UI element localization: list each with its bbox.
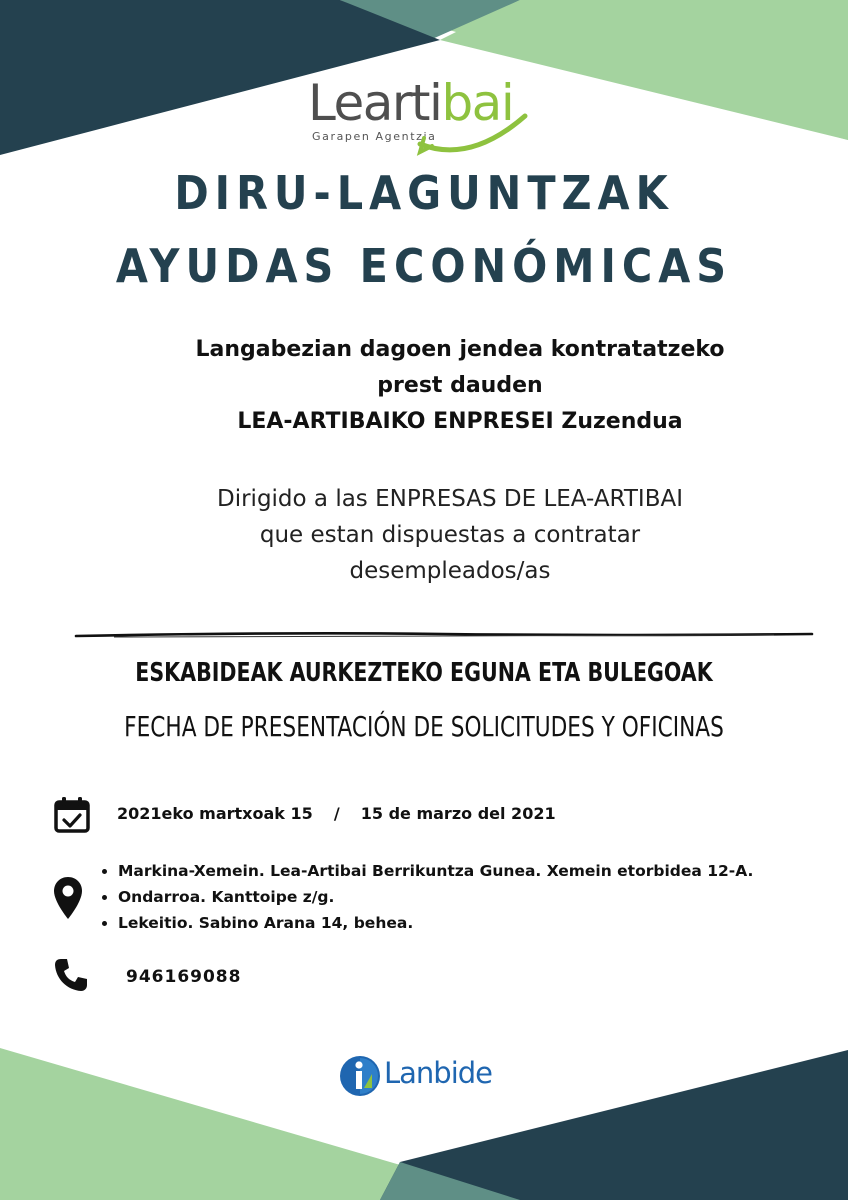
section-heading-basque: ESKABIDEAK AURKEZTEKO EGUNA ETA BULEGOAK: [135, 658, 713, 688]
lanbide-logo-icon: [338, 1054, 382, 1098]
office-item: • Markina-Xemein. Lea-Artibai Berrikuntza Gunea. Xemein etorbidea 12-A.: [118, 858, 753, 884]
phone-icon: [53, 957, 89, 993]
office-item: • Lekeitio. Sabino Arana 14, behea.: [118, 910, 753, 936]
calendar-check-icon: [52, 796, 92, 834]
logo-wordmark: Leartibai: [308, 74, 514, 132]
basque-line-1: Langabezian dagoen jendea kontratatzeko: [195, 337, 725, 362]
logo-tagline: Garapen Agentzia: [312, 130, 437, 143]
date-basque: 2021eko martxoak 15: [117, 804, 313, 823]
basque-description: [110, 332, 810, 440]
location-pin-icon: [53, 876, 83, 920]
office-list: [100, 858, 753, 936]
spanish-description: [100, 481, 800, 589]
basque-line-2: prest dauden: [377, 373, 543, 398]
lanbide-logo: [338, 1052, 508, 1100]
lanbide-wordmark: Lanbide: [384, 1056, 493, 1090]
spanish-line-3: desempleados/as: [349, 558, 551, 584]
leartibai-logo: [300, 76, 540, 166]
section-heading-spanish: FECHA DE PRESENTACIÓN DE SOLICITUDES Y OFICINAS: [124, 710, 724, 743]
phone-number: 946169088: [126, 967, 242, 987]
divider-line: [74, 628, 814, 642]
application-date: [117, 804, 556, 823]
date-spanish: 15 de marzo del 2021: [360, 804, 556, 823]
smile-swoosh-icon: [410, 104, 530, 164]
title-basque: DIRU-LAGUNTZAK: [174, 166, 674, 220]
title-spanish: AYUDAS ECONÓMICAS: [115, 239, 733, 293]
basque-line-3: LEA-ARTIBAIKO ENPRESEI Zuzendua: [237, 409, 683, 434]
spanish-line-2: que estan dispuestas a contratar: [259, 522, 641, 548]
office-item: • Ondarroa. Kanttoipe z/g.: [118, 884, 753, 910]
date-separator: /: [333, 804, 340, 823]
spanish-line-1: Dirigido a las ENPRESAS DE LEA-ARTIBAI: [217, 486, 683, 512]
